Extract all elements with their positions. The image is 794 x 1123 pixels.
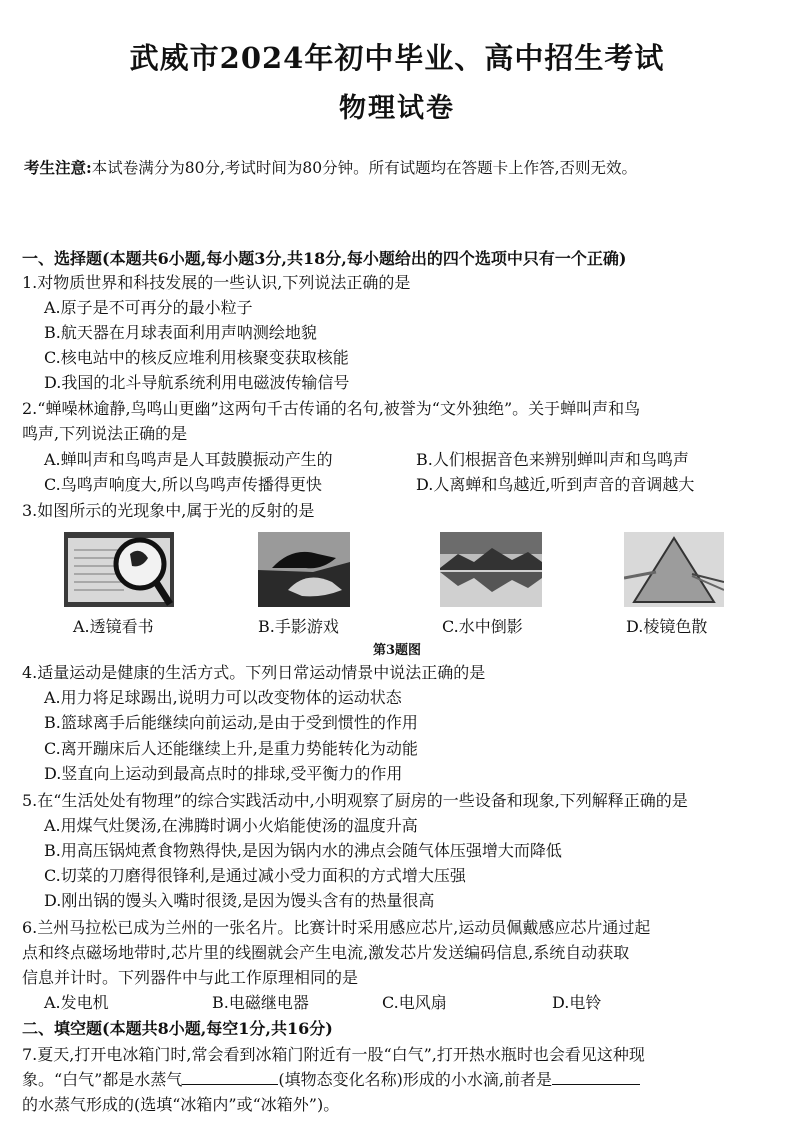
- hand-shadow-image: [258, 532, 350, 607]
- q6-stem-line2: 点和终点磁场地带时,芯片里的线圈就会产生电流,激发芯片发送编码信息,系统自动获取: [22, 943, 630, 962]
- q7-line3: 的水蒸气形成的(选填“冰箱内”或“冰箱外”)。: [22, 1095, 340, 1114]
- q5-option-c: C.切菜的刀磨得很锋利,是通过减小受力面积的方式增大压强: [44, 866, 466, 885]
- q7-line1: 7.夏天,打开电冰箱门时,常会看到冰箱门附近有一股“白气”,打开热水瓶时也会看见这种现: [22, 1045, 645, 1064]
- notice-label: 考生注意:: [24, 158, 92, 177]
- q3-caption-c: C.水中倒影: [442, 617, 523, 636]
- q4-option-d: D.竖直向上运动到最高点时的排球,受平衡力的作用: [44, 764, 403, 783]
- q7-blank-1[interactable]: [182, 1070, 278, 1085]
- q3-caption-b: B.手影游戏: [258, 617, 339, 636]
- q7-line2-part2: (填物态变化名称)形成的小水滴,前者是: [278, 1070, 552, 1089]
- q2-stem-line1: 2.“蝉噪林逾静,鸟鸣山更幽”这两句千古传诵的名句,被誉为“文外独绝”。关于蝉叫声和鸟: [22, 399, 641, 418]
- q2-option-b: B.人们根据音色来辨别蝉叫声和鸟鸣声: [416, 450, 689, 469]
- q1-option-a: A.原子是不可再分的最小粒子: [44, 298, 253, 317]
- q2-stem-line2: 鸣声,下列说法正确的是: [22, 424, 188, 443]
- q6-option-d: D.电铃: [552, 993, 602, 1012]
- prism-dispersion-image: [624, 532, 724, 607]
- q6-option-c: C.电风扇: [382, 993, 447, 1012]
- section2-heading: 二、填空题(本题共8小题,每空1分,共16分): [22, 1019, 333, 1038]
- q6-stem-line1: 6.兰州马拉松已成为兰州的一张名片。比赛计时采用感应芯片,运动员佩戴感应芯片通过起: [22, 918, 651, 937]
- q7-line2-part1: 象。“白气”都是水蒸气: [22, 1070, 183, 1089]
- q6-option-a: A.发电机: [44, 993, 109, 1012]
- q5-stem: 5.在“生活处处有物理”的综合实践活动中,小明观察了厨房的一些设备和现象,下列解释正确的是: [22, 791, 688, 810]
- q3-caption-a: A.透镜看书: [73, 617, 154, 636]
- q7-line2: [22, 1069, 640, 1091]
- section1-heading: 一、选择题(本题共6小题,每小题3分,共18分,每小题给出的四个选项中只有一个正确): [22, 249, 627, 268]
- q1-option-d: D.我国的北斗导航系统利用电磁波传输信号: [44, 373, 350, 392]
- subject-title: 物理试卷: [339, 93, 455, 124]
- q4-option-a: A.用力将足球踢出,说明力可以改变物体的运动状态: [44, 688, 402, 707]
- exam-title: 武威市2024年初中毕业、高中招生考试: [129, 41, 665, 75]
- q1-stem: 1.对物质世界和科技发展的一些认识,下列说法正确的是: [22, 273, 411, 292]
- q2-option-d: D.人离蝉和鸟越近,听到声音的音调越大: [416, 475, 695, 494]
- q5-option-d: D.刚出锅的馒头入嘴时很烫,是因为馒头含有的热量很高: [44, 891, 435, 910]
- faded-scan-remnant: [300, 213, 490, 223]
- q7-blank-2[interactable]: [552, 1070, 640, 1085]
- q3-caption-d: D.棱镜色散: [626, 617, 708, 636]
- water-reflection-image: [440, 532, 542, 607]
- q2-option-a: A.蝉叫声和鸟鸣声是人耳鼓膜振动产生的: [44, 450, 333, 469]
- notice: [24, 156, 637, 178]
- notice-text: 本试卷满分为80分,考试时间为80分钟。所有试题均在答题卡上作答,否则无效。: [91, 159, 638, 177]
- q6-option-b: B.电磁继电器: [212, 993, 309, 1012]
- q4-option-c: C.离开蹦床后人还能继续上升,是重力势能转化为动能: [44, 739, 418, 758]
- q4-option-b: B.篮球离手后能继续向前运动,是由于受到惯性的作用: [44, 713, 418, 732]
- q3-stem: 3.如图所示的光现象中,属于光的反射的是: [22, 501, 315, 520]
- lens-reading-image: [64, 532, 174, 607]
- q2-option-c: C.鸟鸣声响度大,所以鸟鸣声传播得更快: [44, 475, 322, 494]
- q3-figure-title: 第3题图: [372, 643, 422, 658]
- q1-option-c: C.核电站中的核反应堆利用核聚变获取核能: [44, 348, 349, 367]
- q6-stem-line3: 信息并计时。下列器件中与此工作原理相同的是: [22, 968, 359, 987]
- q5-option-a: A.用煤气灶煲汤,在沸腾时调小火焰能使汤的温度升高: [44, 816, 418, 835]
- q1-option-b: B.航天器在月球表面利用声呐测绘地貌: [44, 323, 317, 342]
- q4-stem: 4.适量运动是健康的生活方式。下列日常运动情景中说法正确的是: [22, 663, 486, 682]
- q5-option-b: B.用高压锅炖煮食物熟得快,是因为锅内水的沸点会随气体压强增大而降低: [44, 841, 562, 860]
